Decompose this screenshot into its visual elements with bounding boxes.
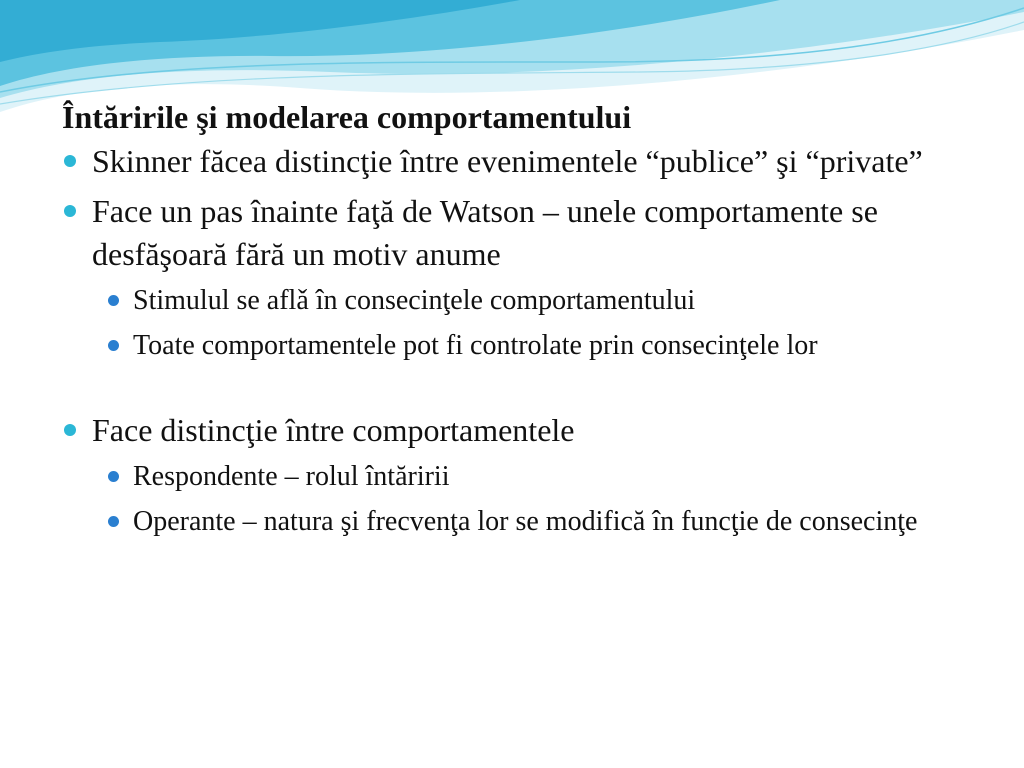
sub-bullet-text: Respondente – rolul întăririi — [133, 461, 450, 492]
bullet-dot-icon — [64, 155, 76, 167]
bullet-text: Face un pas înainte faţă de Watson – unele comportamente se desfăşoară fără un motiv anume — [92, 193, 878, 272]
sub-bullet-toate — [62, 325, 982, 366]
sub-bullet-dot-icon — [108, 295, 119, 306]
bullet-watson — [62, 190, 982, 276]
sub-bullet-dot-icon — [108, 516, 119, 527]
slide-title: Întăririle şi modelarea comportamentului — [62, 99, 632, 135]
bullet-text: Face distincţie între comportamentele — [92, 412, 575, 448]
sub-bullet-text: Stimulul se aflǎ în consecinţele comportamentului — [133, 285, 696, 316]
sub-bullet-stimulul — [62, 280, 982, 321]
sub-bullet-dot-icon — [108, 471, 119, 482]
sub-bullet-dot-icon — [108, 340, 119, 351]
bullet-dot-icon — [64, 205, 76, 217]
sub-bullet-text: Operante – natura şi frecvenţa lor se modifică în funcţie de consecinţe — [133, 506, 918, 537]
bullet-distinctie — [62, 409, 982, 452]
sub-bullet-operante — [62, 501, 982, 542]
sub-bullet-text: Toate comportamentele pot fi controlate prin consecinţele lor — [133, 330, 818, 361]
slide-body — [62, 98, 982, 542]
bullet-dot-icon — [64, 424, 76, 436]
bullet-text: Skinner făcea distincţie între evenimentele “publice” şi “private” — [92, 143, 923, 179]
sub-bullet-respondente — [62, 456, 982, 497]
bullet-publice-private — [62, 140, 982, 183]
